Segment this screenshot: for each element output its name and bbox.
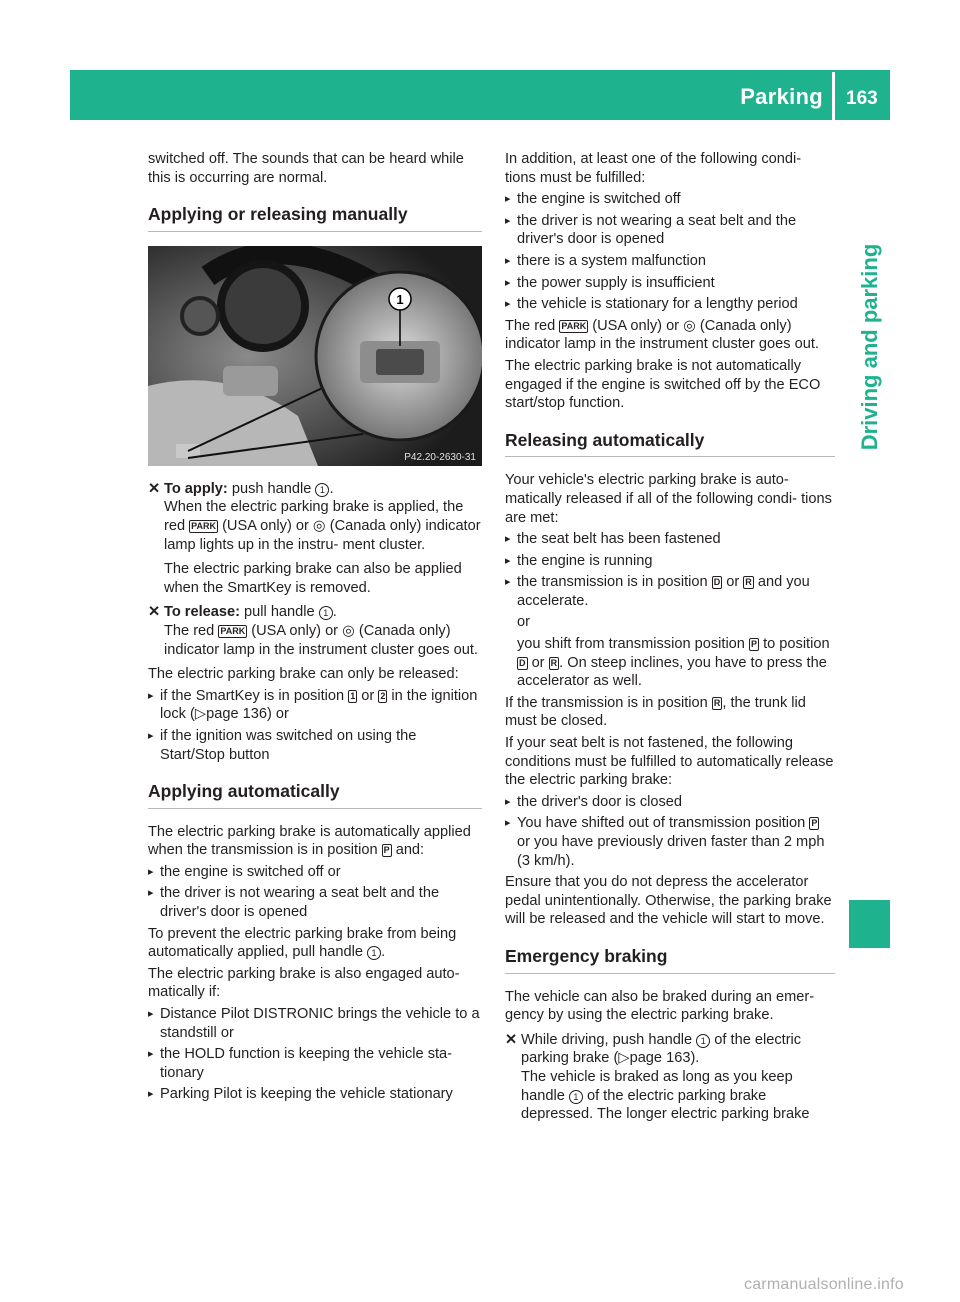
side-tab-marker bbox=[849, 900, 890, 948]
figure-code: P42.20-2630-31 bbox=[404, 451, 476, 463]
additional-conditions-list bbox=[505, 190, 835, 314]
list-item: ▸ Parking Pilot is keeping the vehicle stationary bbox=[148, 1085, 482, 1104]
list-item: ▸ the vehicle is stationary for a lengthy period bbox=[505, 295, 835, 314]
heading-releasing-automatically: Releasing automatically bbox=[505, 431, 835, 458]
watermark: carmanualsonline.info bbox=[744, 1276, 904, 1293]
eco-text: The electric parking brake is not automatically engaged if the engine is switched off by the ECO start/stop function. bbox=[505, 357, 821, 412]
page-number: 163 bbox=[846, 88, 878, 109]
seatbelt-text: If your seat belt is not fastened, the following conditions must be fulfilled to automatically release the electric parking brake: bbox=[505, 735, 834, 789]
figure-callout-1: 1 bbox=[396, 291, 404, 307]
list-item: ▸ there is a system malfunction bbox=[505, 252, 835, 271]
lamp-text: The red PARK (USA only) or ◎ (Canada only) indicator lamp in the instrument cluster goes out. bbox=[505, 317, 819, 353]
to-release-step: ✕ To release: pull handle 1 . The red PARK (USA only) or ◎ (Canada only) indicator lamp in the instrument cluster goes out. bbox=[148, 604, 478, 658]
list-item: ▸ if the ignition was switched on using the Start/Stop button bbox=[148, 727, 482, 764]
canada-lamp-icon: ◎ bbox=[342, 622, 355, 639]
right-column bbox=[505, 150, 835, 1130]
to-apply-step: ✕ To apply: push handle 1 . When the electric parking brake is applied, the red PARK (USA only) or ◎ (Canada only) indicator lamp lights up in the instru- ment cluster. The electric parking brake can also be applied when the SmartKey is removed. bbox=[148, 480, 481, 596]
release-intro: Your vehicle's electric parking brake is auto- matically released if all of the following condi- tions are met: bbox=[505, 472, 832, 526]
list-item: ▸ the engine is running bbox=[505, 552, 835, 571]
page-ref-arrow-icon: ▷ bbox=[618, 1050, 630, 1067]
release-auto-list bbox=[505, 530, 835, 691]
release-conditions-list bbox=[148, 687, 482, 764]
to-apply-label: To apply: bbox=[164, 480, 228, 497]
seatbelt-conditions-list bbox=[505, 793, 835, 870]
list-item: ▸ the transmission is in position D or R and you accelerate. or you shift from transmission position P to position D or R . On steep inclines, you have to press the accelerator as well. bbox=[505, 573, 835, 691]
emergency-step: ✕ While driving, push handle 1 of the electric parking brake (▷page 163). The vehicle is braked as long as you keep handle 1 of the electric parking brake depressed. The longer electric parking brake bbox=[505, 1031, 810, 1123]
canada-lamp-icon: ◎ bbox=[312, 517, 326, 534]
park-key: PARK bbox=[191, 520, 216, 531]
also-engaged-list bbox=[148, 1005, 482, 1104]
handle-callout: 1 bbox=[315, 483, 329, 497]
list-item: ▸ the driver is not wearing a seat belt and the driver's door is opened bbox=[148, 884, 482, 921]
parking-brake-photo bbox=[148, 246, 482, 466]
list-item: ▸ Distance Pilot DISTRONIC brings the vehicle to a standstill or bbox=[148, 1005, 482, 1042]
to-release-label: To release: bbox=[164, 604, 240, 621]
auto-conditions-list bbox=[148, 863, 482, 922]
emergency-intro: The vehicle can also be braked during an emer- gency by using the electric parking brake. bbox=[505, 988, 815, 1024]
section-title: Parking bbox=[740, 84, 823, 109]
list-item: ▸ You have shifted out of transmission position P or you have previously driven faster than 2 mph (3 km/h). bbox=[505, 814, 835, 870]
apply-note: The electric parking brake can also be applied when the SmartKey is removed. bbox=[164, 561, 462, 596]
heading-emergency-braking: Emergency braking bbox=[505, 947, 835, 974]
release-only-text: The electric parking brake can only be released: bbox=[148, 666, 459, 683]
list-item: ▸ if the SmartKey is in position 1 or 2 in the ignition lock (▷page 136) or bbox=[148, 687, 482, 724]
conditions-intro: In addition, at least one of the following condi- tions must be fulfilled: bbox=[505, 151, 802, 186]
list-item: ▸ the engine is switched off bbox=[505, 190, 835, 209]
list-item: ▸ the driver is not wearing a seat belt and the driver's door is opened bbox=[505, 212, 835, 249]
intro-text: switched off. The sounds that can be heard while this is occurring are normal. bbox=[148, 151, 464, 186]
trunk-text: If the transmission is in position R , the trunk lid must be closed. bbox=[505, 694, 806, 730]
list-item: ▸ the engine is switched off or bbox=[148, 863, 482, 882]
ensure-text: Ensure that you do not depress the accelerator pedal unintentionally. Otherwise, the parking brake will be released and the vehicle will start to move. bbox=[505, 874, 832, 928]
list-item: ▸ the driver's door is closed bbox=[505, 793, 835, 812]
heading-applying-releasing-manually: Applying or releasing manually bbox=[148, 205, 482, 232]
header-divider bbox=[832, 72, 835, 120]
prevent-text: To prevent the electric parking brake from being automatically applied, pull handle 1 . bbox=[148, 925, 457, 961]
list-item: ▸ the HOLD function is keeping the vehicle sta- tionary bbox=[148, 1045, 482, 1082]
left-column bbox=[148, 150, 482, 1107]
also-engaged-text: The electric parking brake is also engaged auto- matically if: bbox=[148, 965, 460, 1001]
side-tab bbox=[849, 230, 890, 463]
auto-intro: The electric parking brake is automatically applied when the transmission is in position P and: bbox=[148, 823, 471, 859]
list-item: ▸ the seat belt has been fastened bbox=[505, 530, 835, 549]
side-tab-label: Driving and parking bbox=[856, 243, 882, 450]
heading-applying-automatically: Applying automatically bbox=[148, 782, 482, 809]
page-ref-arrow-icon: ▷ bbox=[194, 706, 207, 723]
canada-lamp-icon: ◎ bbox=[683, 317, 696, 334]
list-item: ▸ the power supply is insufficient bbox=[505, 274, 835, 293]
